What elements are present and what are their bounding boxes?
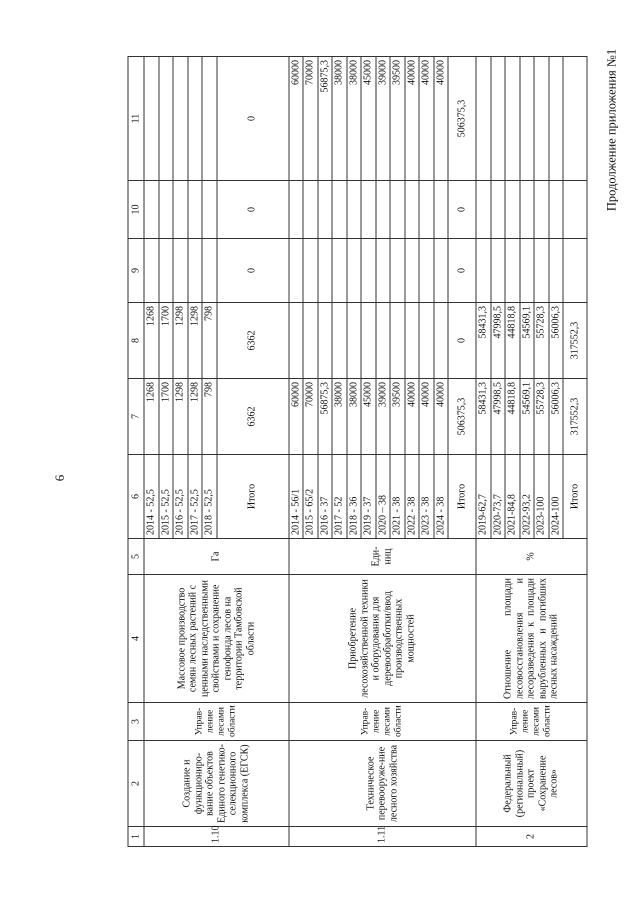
total-c8-cell: 317552,3	[563, 303, 587, 379]
col8-cell	[434, 303, 449, 379]
total-c10-cell	[563, 181, 587, 239]
col9-cell	[549, 239, 564, 303]
col8-cell: 56006,3	[549, 303, 564, 379]
col11-cell	[476, 57, 491, 181]
col10-cell	[202, 181, 217, 239]
header-cell: 10	[128, 181, 144, 239]
year-value-cell: 2015 - 52,5	[159, 455, 174, 539]
col8-cell	[347, 303, 362, 379]
col8-cell: 47998,5	[491, 303, 506, 379]
col9-cell	[332, 239, 347, 303]
year-value-cell: 2020 – 38	[376, 455, 391, 539]
unit-cell: Га	[144, 539, 289, 575]
year-value-cell: 2016 - 52,5	[173, 455, 188, 539]
year-value-cell: 2021-84,8	[505, 455, 520, 539]
year-value-cell: 2014 - 56/1	[289, 455, 304, 539]
col9-cell	[303, 239, 318, 303]
col7-cell: 40000	[405, 379, 420, 455]
col11-cell	[188, 57, 203, 181]
col11-cell: 60000	[289, 57, 304, 181]
col8-cell: 1268	[144, 303, 159, 379]
col7-cell: 39000	[376, 379, 391, 455]
appendix-caption: Продолжение приложения №1	[604, 48, 619, 212]
col10-cell	[376, 181, 391, 239]
col10-cell	[491, 181, 506, 239]
header-row	[128, 57, 144, 847]
col7-cell: 47998,5	[491, 379, 506, 455]
col10-cell	[347, 181, 362, 239]
col9-cell	[434, 239, 449, 303]
unit-cell: %	[476, 539, 587, 575]
col11-cell	[520, 57, 535, 181]
col9-cell	[390, 239, 405, 303]
col11-cell: 38000	[347, 57, 362, 181]
col7-cell: 40000	[434, 379, 449, 455]
col11-cell: 45000	[361, 57, 376, 181]
year-value-cell: 2022-93,2	[520, 455, 535, 539]
col7-cell: 1298	[173, 379, 188, 455]
header-cell: 1	[128, 827, 144, 847]
col10-cell	[549, 181, 564, 239]
col11-cell	[505, 57, 520, 181]
col8-cell: 54569,1	[520, 303, 535, 379]
total-c7-cell: 317552,3	[563, 379, 587, 455]
col10-cell	[188, 181, 203, 239]
col7-cell: 60000	[289, 379, 304, 455]
col10-cell	[289, 181, 304, 239]
total-c8-cell: 0	[448, 303, 476, 379]
col10-cell	[144, 181, 159, 239]
col10-cell	[405, 181, 420, 239]
year-value-cell: 2019-62,7	[476, 455, 491, 539]
measure-name-cell: Федеральный (региональный) проект «Сохранение лесов»	[476, 741, 587, 827]
col8-cell	[318, 303, 333, 379]
total-c7-cell: 506375,3	[448, 379, 476, 455]
program-table	[128, 56, 588, 847]
year-value-cell: 2015 - 65/2	[303, 455, 318, 539]
total-c7-cell: 6362	[217, 379, 289, 455]
total-c9-cell: 0	[448, 239, 476, 303]
col8-cell	[376, 303, 391, 379]
year-value-cell: 2018 - 52,5	[202, 455, 217, 539]
item-number-cell: 1.10	[144, 827, 289, 847]
col9-cell	[188, 239, 203, 303]
year-value-cell: 2021 - 38	[390, 455, 405, 539]
col8-cell	[419, 303, 434, 379]
col8-cell	[361, 303, 376, 379]
col7-cell: 55728,3	[534, 379, 549, 455]
col10-cell	[419, 181, 434, 239]
total-label-cell: Итого	[448, 455, 476, 539]
col9-cell	[376, 239, 391, 303]
col10-cell	[159, 181, 174, 239]
col10-cell	[434, 181, 449, 239]
table-row	[144, 57, 159, 847]
col8-cell: 1298	[188, 303, 203, 379]
col11-cell	[159, 57, 174, 181]
total-c10-cell: 0	[448, 181, 476, 239]
col9-cell	[520, 239, 535, 303]
year-value-cell: 2024 - 38	[434, 455, 449, 539]
col10-cell	[390, 181, 405, 239]
year-value-cell: 2022 - 38	[405, 455, 420, 539]
total-c9-cell	[563, 239, 587, 303]
col7-cell: 56006,3	[549, 379, 564, 455]
col11-cell	[549, 57, 564, 181]
col7-cell: 38000	[332, 379, 347, 455]
total-c11-cell: 506375,3	[448, 57, 476, 181]
total-c11-cell	[563, 57, 587, 181]
col7-cell: 39500	[390, 379, 405, 455]
col11-cell: 39000	[376, 57, 391, 181]
col7-cell: 40000	[419, 379, 434, 455]
header-cell: 7	[128, 379, 144, 455]
col7-cell: 38000	[347, 379, 362, 455]
col8-cell: 44818,8	[505, 303, 520, 379]
total-c11-cell: 0	[217, 57, 289, 181]
header-cell: 2	[128, 741, 144, 827]
col9-cell	[173, 239, 188, 303]
col10-cell	[476, 181, 491, 239]
col11-cell: 38000	[332, 57, 347, 181]
col11-cell: 39500	[390, 57, 405, 181]
year-value-cell: 2019 - 37	[361, 455, 376, 539]
header-cell: 11	[128, 57, 144, 181]
col10-cell	[318, 181, 333, 239]
total-c9-cell: 0	[217, 239, 289, 303]
col9-cell	[202, 239, 217, 303]
col8-cell	[390, 303, 405, 379]
table-row	[476, 57, 491, 847]
col7-cell: 1268	[144, 379, 159, 455]
col7-cell: 45000	[361, 379, 376, 455]
col9-cell	[405, 239, 420, 303]
col11-cell: 56875,3	[318, 57, 333, 181]
measure-name-cell: Создание и функциониро-вание объектов Единого генетико-селекционного комплекса (ЕГСК)	[144, 741, 289, 827]
measure-name-cell: Техническое перевооруже-ние лесного хозяйства	[289, 741, 477, 827]
col11-cell: 40000	[405, 57, 420, 181]
executor-cell: Управ-ление лесами области	[476, 703, 587, 741]
table-row	[289, 57, 304, 847]
header-cell: 3	[128, 703, 144, 741]
col10-cell	[361, 181, 376, 239]
col9-cell	[347, 239, 362, 303]
col9-cell	[491, 239, 506, 303]
total-label-cell: Итого	[563, 455, 587, 539]
col11-cell: 70000	[303, 57, 318, 181]
col8-cell: 55728,3	[534, 303, 549, 379]
year-value-cell: 2023-100	[534, 455, 549, 539]
col8-cell	[405, 303, 420, 379]
header-cell: 6	[128, 455, 144, 539]
col8-cell	[303, 303, 318, 379]
executor-cell: Управ-ление лесами области	[144, 703, 289, 741]
year-value-cell: 2024-100	[549, 455, 564, 539]
col9-cell	[159, 239, 174, 303]
header-cell: 8	[128, 303, 144, 379]
col9-cell	[419, 239, 434, 303]
header-cell: 5	[128, 539, 144, 575]
col7-cell: 798	[202, 379, 217, 455]
year-value-cell: 2017 - 52	[332, 455, 347, 539]
col11-cell	[534, 57, 549, 181]
col9-cell	[361, 239, 376, 303]
col7-cell: 54569,1	[520, 379, 535, 455]
table-body	[128, 57, 587, 847]
col7-cell: 1298	[188, 379, 203, 455]
col7-cell: 1700	[159, 379, 174, 455]
col7-cell: 44818,8	[505, 379, 520, 455]
year-value-cell: 2018 - 36	[347, 455, 362, 539]
year-value-cell: 2016 - 37	[318, 455, 333, 539]
item-number-cell: 1.11	[289, 827, 477, 847]
total-c10-cell: 0	[217, 181, 289, 239]
col8-cell: 1700	[159, 303, 174, 379]
total-c8-cell: 6362	[217, 303, 289, 379]
indicator-cell: Отношение площади лесовосстановления и лесоразведения к площади вырубленных и погибших лесных насаждений	[476, 575, 587, 703]
page-number: 6	[52, 474, 67, 482]
col11-cell: 40000	[434, 57, 449, 181]
col11-cell	[173, 57, 188, 181]
col10-cell	[303, 181, 318, 239]
col7-cell: 70000	[303, 379, 318, 455]
col7-cell: 58431,3	[476, 379, 491, 455]
rotated-table-container	[128, 57, 581, 847]
col11-cell	[491, 57, 506, 181]
header-cell: 9	[128, 239, 144, 303]
indicator-cell: Приобретение лесохозяйственной техники и оборудования для деревообработки/ввод производственных мощностей	[289, 575, 477, 703]
col9-cell	[289, 239, 304, 303]
col9-cell	[476, 239, 491, 303]
indicator-cell: Массовое производство семян лесных растений с ценными наследственными свойствами и сохранение генофонда лесов на территории Тамбовской области	[144, 575, 289, 703]
total-label-cell: Итого	[217, 455, 289, 539]
col8-cell: 798	[202, 303, 217, 379]
year-value-cell: 2020-73,7	[491, 455, 506, 539]
header-cell: 4	[128, 575, 144, 703]
col10-cell	[520, 181, 535, 239]
year-value-cell: 2017 - 52,5	[188, 455, 203, 539]
unit-cell: Еди-ниц	[289, 539, 477, 575]
col10-cell	[173, 181, 188, 239]
col9-cell	[534, 239, 549, 303]
col8-cell: 1298	[173, 303, 188, 379]
col10-cell	[332, 181, 347, 239]
col11-cell	[202, 57, 217, 181]
col9-cell	[144, 239, 159, 303]
col9-cell	[505, 239, 520, 303]
executor-cell: Управ-ление лесами области	[289, 703, 477, 741]
col11-cell	[144, 57, 159, 181]
col8-cell: 58431,3	[476, 303, 491, 379]
col9-cell	[318, 239, 333, 303]
col10-cell	[534, 181, 549, 239]
year-value-cell: 2023 - 38	[419, 455, 434, 539]
col8-cell	[289, 303, 304, 379]
col10-cell	[505, 181, 520, 239]
item-number-cell: 2	[476, 827, 587, 847]
col7-cell: 56875,3	[318, 379, 333, 455]
year-value-cell: 2014 - 52,5	[144, 455, 159, 539]
col11-cell: 40000	[419, 57, 434, 181]
col8-cell	[332, 303, 347, 379]
